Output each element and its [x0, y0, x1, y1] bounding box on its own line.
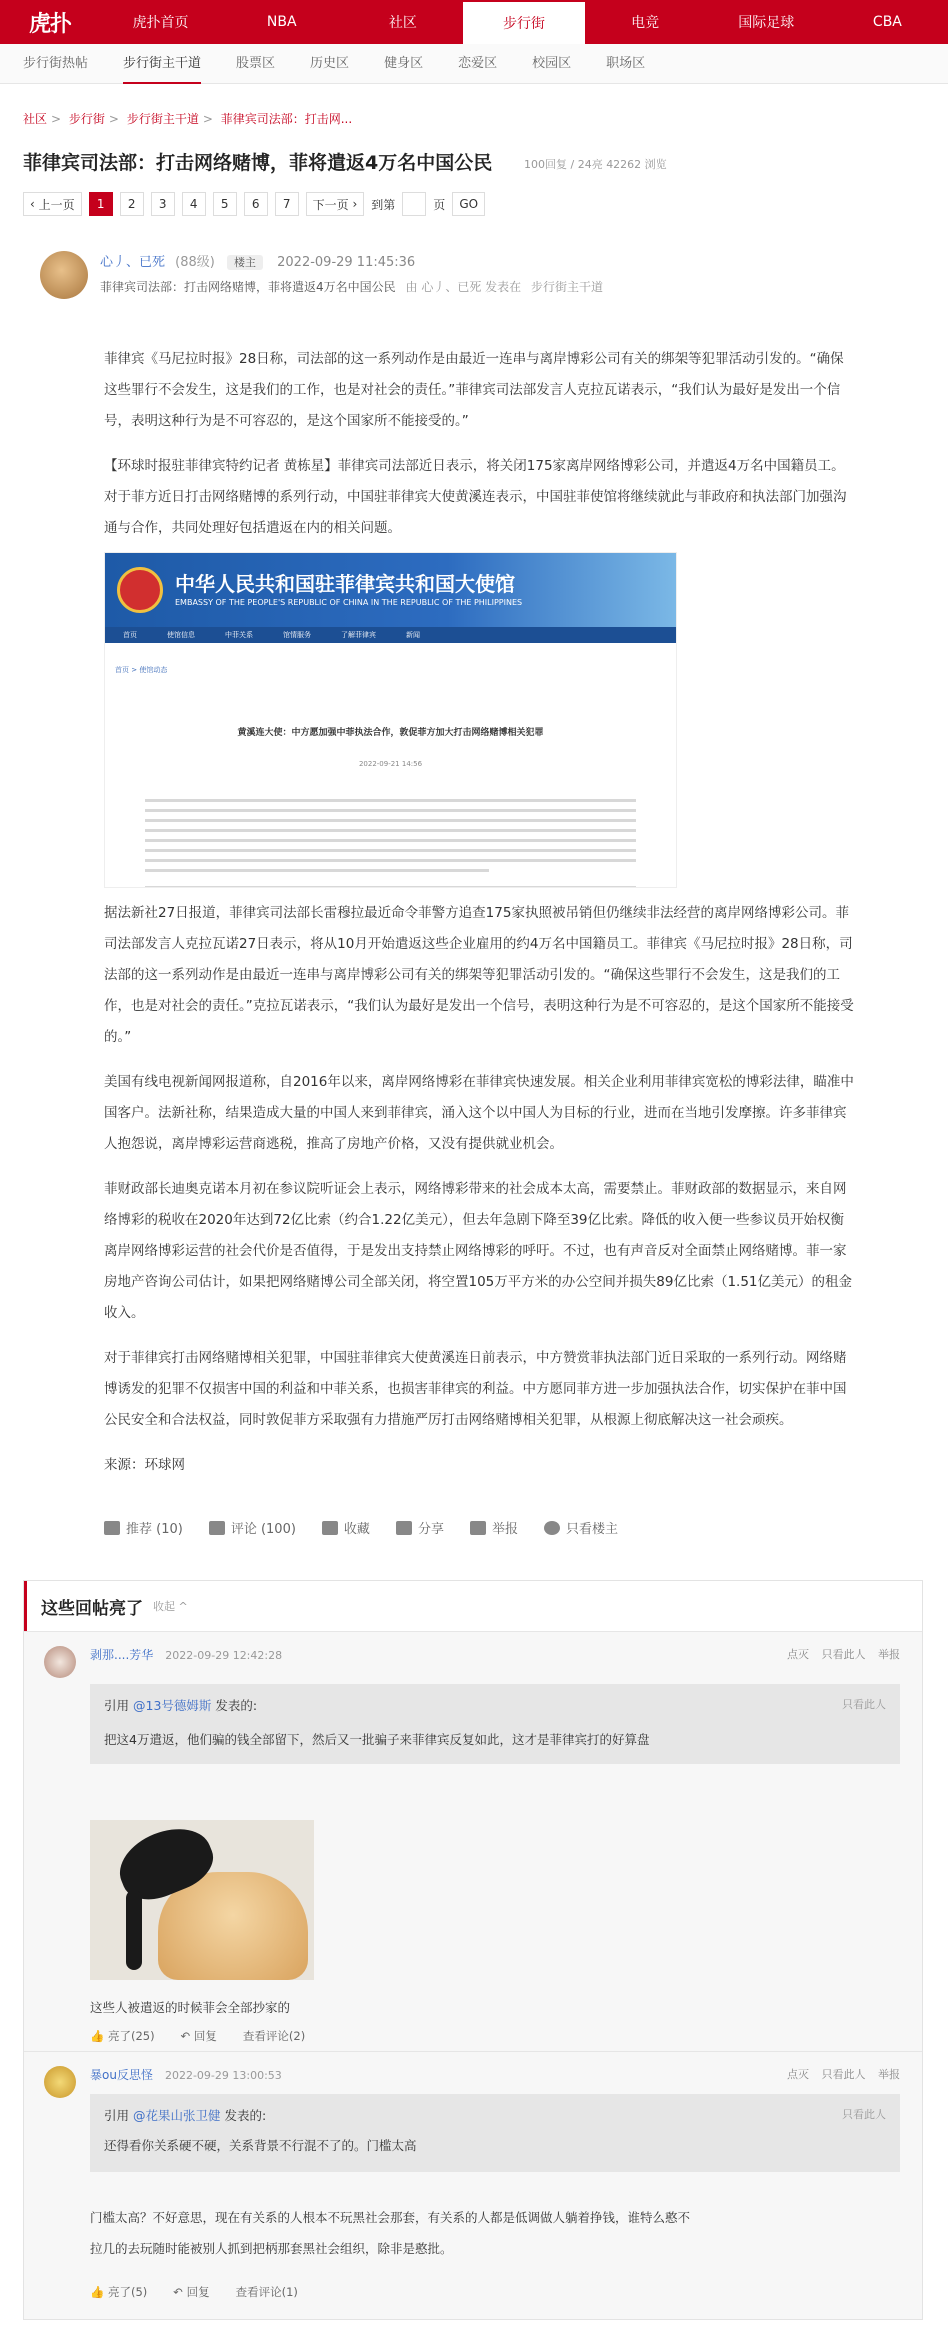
subnav-work[interactable]: 职场区 [606, 55, 646, 71]
page-input[interactable] [402, 192, 426, 216]
nav-esports[interactable]: 电竞 [631, 15, 660, 31]
view-comments-button[interactable]: 查看评论(2) [242, 2029, 306, 2043]
op-by: 由 [405, 280, 418, 294]
favorite-button[interactable]: 收藏 [322, 1518, 370, 1537]
only-user-button[interactable]: 只看此人 [821, 1648, 866, 1661]
quote-only-user[interactable]: 只看此人 [842, 2108, 886, 2121]
nav-soccer[interactable]: 国际足球 [738, 15, 795, 31]
only-user-button[interactable]: 只看此人 [821, 2068, 866, 2081]
quote-box [90, 2094, 900, 2172]
post-actions [104, 1518, 618, 1537]
light-button[interactable]: 👍 亮了(5) [90, 2285, 148, 2299]
downvote-button[interactable]: 点灭 [787, 2068, 809, 2081]
embassy-menu-item: 使馆信息 [167, 630, 195, 639]
hot-title: 这些回帖亮了 [41, 1598, 143, 1619]
only-op-button[interactable]: 只看楼主 [544, 1518, 618, 1537]
reply-text-line: 拉几的去玩随时能被别人抓到把柄那套黑社会组织，除非是憨批。 [90, 2241, 453, 2256]
nav-community[interactable]: 社区 [388, 15, 417, 31]
subnav-history[interactable]: 历史区 [310, 55, 350, 71]
embassy-menu-item: 新闻 [406, 630, 420, 639]
quote-prefix: 引用 [104, 1698, 130, 1713]
quote-suffix: 发表的: [215, 1698, 258, 1713]
op-time: 2022-09-29 11:45:36 [277, 255, 416, 270]
embassy-text-lines [105, 780, 676, 888]
op-badge: 楼主 [227, 255, 263, 270]
embassy-menu-item: 馆情服务 [283, 630, 311, 639]
reply-text-line: 门槛太高？不好意思，现在有关系的人根本不玩黑社会那套，有关系的人都是低调做人躺着挣钱，谁特么憨不 [90, 2210, 691, 2225]
embassy-crumb: 首页 > 使馆动态 [115, 666, 168, 674]
goto-suffix: 页 [433, 197, 446, 212]
quote-user[interactable]: @13号德姆斯 [133, 1698, 212, 1713]
article-paragraph: 对于菲律宾打击网络赌博相关犯罪，中国驻菲律宾大使黄溪连日前表示，中方赞赏菲执法部门近日采取的一系列行动。网络赌博诱发的犯罪不仅损害中国的利益和中菲关系，也损害菲律宾的利益。中方愿同菲方进一步加强执法合作，切实保护在菲中国公民安全和合法权益，同时敦促菲方采取强有力措施严厉打击网络赌博相关犯罪，从根源上彻底解决这一社会顽疾。 [104, 1350, 847, 1428]
article-paragraph: 菲律宾《马尼拉时报》28日称，司法部的这一系列动作是由最近一连串与离岸博彩公司有关的绑架等犯罪活动引发的。“确保这些罪行不会发生，这是我们的工作，也是对社会的责任。”菲律宾司法部发言人克拉瓦诺表示，“我们认为最好是发出一个信号，表明这种行为是不可容忍的，是这个国家所不能接受的。” [104, 351, 844, 429]
reply-time: 2022-09-29 13:00:53 [164, 2069, 282, 2082]
embassy-headline: 黄溪连大使：中方愿加强中菲执法合作，敦促菲方加大打击网络赌博相关犯罪 [237, 728, 544, 738]
eye-icon [544, 1521, 560, 1535]
national-emblem-icon [117, 567, 163, 613]
article-paragraph: 【环球时报驻菲律宾特约记者 黄栋星】菲律宾司法部近日表示，将关闭175家离岸网络博彩公司，并遣返4万名中国籍员工。对于菲方近日打击网络赌博的系列行动，中国驻菲律宾大使黄溪连表示，中国驻菲使馆将继续就此与菲政府和执法部门加强沟通与合作，共同处理好包括遣返在内的相关问题。 [104, 458, 847, 536]
reply-avatar[interactable] [44, 1646, 76, 1678]
next-page-button[interactable]: 下一页 › [306, 192, 365, 216]
quote-user[interactable]: @花果山张卫健 [133, 2108, 221, 2123]
page-3[interactable]: 3 [151, 192, 175, 216]
meme-image[interactable] [90, 1820, 314, 1980]
embassy-date: 2022-09-21 14:56 [358, 760, 423, 768]
warning-icon [470, 1521, 486, 1535]
embassy-menu-item: 中菲关系 [225, 630, 253, 639]
reply-button[interactable]: ↶ 回复 [173, 2285, 210, 2299]
quote-text: 把这4万遣返，他们骗的钱全部留下，然后又一批骗子来菲律宾反复如此，这才是菲律宾打的好算盘 [104, 1732, 650, 1747]
share-icon [396, 1521, 412, 1535]
nav-bxj[interactable]: 步行街 [463, 0, 584, 44]
embassy-screenshot [104, 552, 677, 888]
hot-replies [23, 1580, 923, 2320]
reply-username[interactable]: 剥那....芳华 [90, 1648, 154, 1662]
reply-username[interactable]: 暴ou反思怪 [90, 2068, 153, 2082]
article-paragraph: 菲财政部长迪奥克诺本月初在参议院听证会上表示，网络博彩带来的社会成本太高，需要禁止。菲财政部的数据显示，来自网络博彩的税收在2020年达到72亿比索（约合1.22亿美元），但去年急剧下降至39亿比索。降低的收入便一些参议员开始权衡离岸网络博彩运营的社会代价是否值得，于是发出支持禁止网络博彩的呼吁。不过，也有声音反对全面禁止网络赌博。菲一家房地产咨询公司估计，如果把网络赌博公司全部关闭，将空置105万平方米的办公空间并损失89亿比索（1.51亿美元）的租金收入。 [104, 1181, 853, 1321]
op-avatar[interactable] [40, 251, 88, 299]
go-button[interactable]: GO [452, 192, 485, 216]
nav-cba[interactable]: CBA [872, 14, 902, 30]
op-posted-in: 发表在 [485, 280, 522, 294]
page-6[interactable]: 6 [244, 192, 268, 216]
crumb-current: 菲律宾司法部：打击网... [220, 112, 353, 126]
quote-suffix: 发表的: [224, 2108, 267, 2123]
subnav-campus[interactable]: 校园区 [532, 55, 572, 71]
recommend-button[interactable]: 推荐 (10) [104, 1518, 183, 1537]
top-nav [0, 0, 948, 44]
star-icon [322, 1521, 338, 1535]
embassy-menu-item: 了解菲律宾 [341, 630, 376, 639]
subnav-stock[interactable]: 股票区 [236, 55, 276, 71]
reply-text [90, 2202, 690, 2264]
sub-nav [0, 44, 948, 84]
report-link[interactable]: 举报 [878, 2068, 900, 2081]
breadcrumb: 社区 > 步行街 > 步行街主干道 > 菲律宾司法部：打击网... [23, 112, 353, 126]
page-2[interactable]: 2 [120, 192, 144, 216]
embassy-title-cn: 中华人民共和国驻菲律宾共和国大使馆 [175, 572, 515, 596]
crumb-bxj[interactable]: 步行街 [68, 112, 105, 126]
reply-item [24, 1631, 922, 2051]
reply-time: 2022-09-29 12:42:28 [165, 1649, 283, 1662]
arm-picture [126, 1890, 142, 1970]
report-link[interactable]: 举报 [878, 1648, 900, 1661]
op-subtitle: 菲律宾司法部：打击网络赌博，菲将遣返4万名中国公民 [100, 280, 396, 294]
subnav-main[interactable]: 步行街主干道 [123, 44, 201, 84]
reply-avatar[interactable] [44, 2066, 76, 2098]
article-paragraph: 美国有线电视新闻网报道称，自2016年以来，离岸网络博彩在菲律宾快速发展。相关企业利用菲律宾宽松的博彩法律，瞄准中国客户。法新社称，结果造成大量的中国人来到菲律宾，涌入这个以中国人为目标的行业，进而在当地引发摩擦。许多菲律宾人抱怨说，离岸博彩运营商逃税，推高了房地产价格，又没有提供就业机会。 [104, 1074, 854, 1152]
subnav-love[interactable]: 恋爱区 [458, 55, 498, 71]
hupu-logo[interactable]: 虎扑 [28, 11, 71, 37]
embassy-menu [105, 627, 676, 643]
page-4[interactable]: 4 [182, 192, 206, 216]
reply-text: 这些人被遣返的时候菲会全部抄家的 [90, 2000, 291, 2015]
subnav-hot[interactable]: 步行街热帖 [23, 55, 89, 71]
page-1[interactable]: 1 [89, 192, 113, 216]
quote-box [90, 1684, 900, 1764]
thread-stats: 100回复 / 24亮 42262 浏览 [524, 158, 667, 171]
subnav-fitness[interactable]: 健身区 [384, 55, 424, 71]
nav-nba[interactable]: NBA [266, 14, 297, 30]
quote-text: 还得看你关系硬不硬，关系背景不行混不了的。门槛太高 [104, 2138, 417, 2153]
share-button[interactable]: 分享 [396, 1518, 444, 1537]
article-body [104, 344, 856, 1495]
report-button[interactable]: 举报 [470, 1518, 518, 1537]
op-username[interactable]: 心丿、已死 [100, 255, 166, 270]
crumb-community[interactable]: 社区 [23, 112, 48, 126]
nav-home[interactable]: 虎扑首页 [132, 15, 189, 31]
fold-button[interactable]: 收起 ^ [153, 1600, 188, 1613]
page-7[interactable]: 7 [275, 192, 299, 216]
page-5[interactable]: 5 [213, 192, 237, 216]
op-by-user[interactable]: 心丿、已死 [421, 280, 482, 294]
downvote-button[interactable]: 点灭 [787, 1648, 809, 1661]
quote-prefix: 引用 [104, 2108, 130, 2123]
quote-only-user[interactable]: 只看此人 [842, 1698, 886, 1711]
comment-icon [209, 1521, 225, 1535]
light-button[interactable]: 👍 亮了(25) [90, 2029, 155, 2043]
embassy-menu-item: 首页 [123, 630, 137, 639]
thumbs-up-icon [104, 1521, 120, 1535]
article-paragraph: 据法新社27日报道，菲律宾司法部长雷穆拉最近命令菲警方追查175家执照被吊销但仍继续非法经营的离岸网络博彩公司。菲司法部发言人克拉瓦诺27日表示，将从10月开始遣返这些企业雇用的约4万名中国籍员工。菲律宾《马尼拉时报》28日称，司法部的这一系列动作是由最近一连串与离岸博彩公司有关的绑架等犯罪活动引发的。“确保这些罪行不会发生，这是我们的工作，也是对社会的责任。”克拉瓦诺表示，“我们认为最好是发出一个信号，表明这种行为是不可容忍的，是这个国家所不能接受的。” [104, 905, 854, 1045]
prev-page-button[interactable]: ‹ 上一页 [23, 192, 82, 216]
thread-title: 菲律宾司法部：打击网络赌博，菲将遣返4万名中国公民 [23, 152, 493, 174]
reply-button[interactable]: ↶ 回复 [180, 2029, 217, 2043]
crumb-main[interactable]: 步行街主干道 [126, 112, 199, 126]
comment-button[interactable]: 评论 (100) [209, 1518, 296, 1537]
embassy-title-en: EMBASSY OF THE PEOPLE'S REPUBLIC OF CHINA IN THE REPUBLIC OF THE PHILIPPINES [175, 598, 523, 607]
op-header [40, 251, 900, 303]
article-source: 来源：环球网 [104, 1457, 185, 1473]
goto-label: 到第 [371, 197, 396, 212]
op-forum[interactable]: 步行街主干道 [531, 280, 604, 294]
view-comments-button[interactable]: 查看评论(1) [235, 2285, 298, 2299]
pager [23, 192, 485, 216]
reply-item [24, 2051, 922, 2321]
op-level: (88级) [175, 255, 215, 270]
